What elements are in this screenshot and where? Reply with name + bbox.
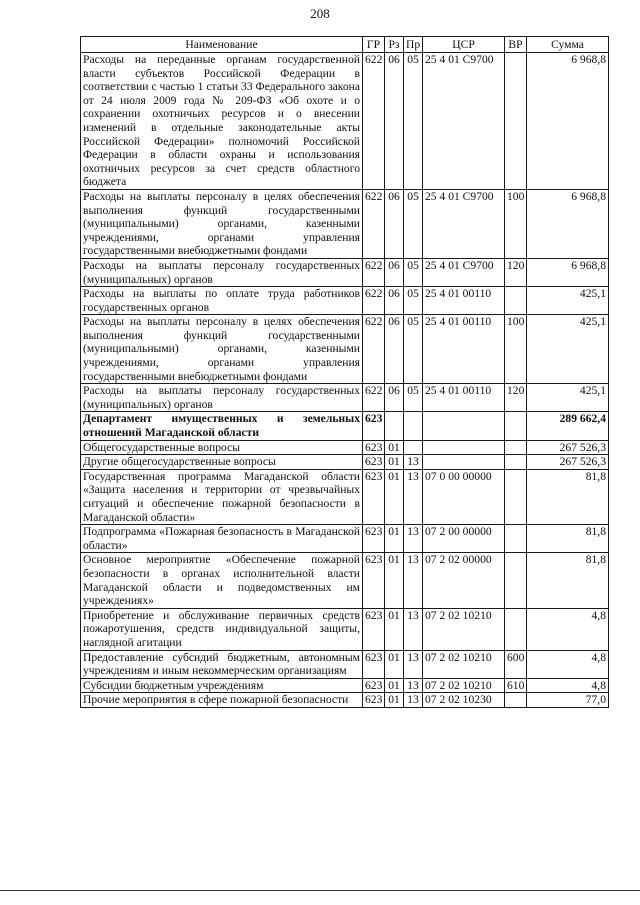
cell-gr: 623 [363, 678, 385, 693]
table-row [81, 384, 609, 412]
cell-gr: 623 [363, 440, 385, 455]
cell-vr: 600 [505, 650, 527, 678]
cell-gr: 622 [363, 287, 385, 315]
table-row [81, 553, 609, 608]
cell-csr: 07 2 02 10230 [423, 693, 505, 708]
cell-pr: 05 [404, 258, 423, 286]
cell-name: Расходы на выплаты персоналу в целях обеспечения выполнения функций государственными (муниципальными) органами, казенными учреждениями, органами управления государственными внебюджетными фондами [81, 189, 363, 258]
cell-name: Основное мероприятие «Обеспечение пожарной безопасности в органах исполнительной власти Магаданской области и подведомственных им учреждениях» [81, 553, 363, 608]
cell-rz: 01 [385, 440, 404, 455]
cell-csr: 07 2 02 10210 [423, 650, 505, 678]
page-number: 208 [310, 6, 330, 21]
header-sum: Сумма [527, 37, 609, 53]
cell-gr: 622 [363, 315, 385, 384]
table-row [81, 525, 609, 553]
cell-pr: 05 [404, 287, 423, 315]
header-gr: ГР [363, 37, 385, 53]
cell-sum: 6 968,8 [527, 189, 609, 258]
cell-csr: 25 4 01 С9700 [423, 53, 505, 190]
table-row [81, 440, 609, 455]
table-row [81, 287, 609, 315]
table-row [81, 53, 609, 190]
cell-pr: 13 [404, 469, 423, 524]
cell-pr: 13 [404, 455, 423, 470]
cell-rz: 01 [385, 455, 404, 470]
cell-sum: 289 662,4 [527, 412, 609, 440]
cell-pr: 05 [404, 53, 423, 190]
cell-gr: 622 [363, 189, 385, 258]
cell-gr: 623 [363, 412, 385, 440]
table-row [81, 469, 609, 524]
cell-name: Расходы на выплаты персоналу в целях обеспечения выполнения функций государственными (муниципальными) органами, казенными учреждениями, органами управления государственными внебюджетными фондами [81, 315, 363, 384]
cell-name: Расходы на выплаты персоналу государственных (муниципальных) органов [81, 384, 363, 412]
cell-pr [404, 440, 423, 455]
table-header-row [81, 37, 609, 53]
cell-rz: 06 [385, 53, 404, 190]
cell-vr [505, 440, 527, 455]
cell-rz: 01 [385, 693, 404, 708]
cell-pr: 05 [404, 315, 423, 384]
cell-vr [505, 53, 527, 190]
cell-name: Расходы на выплаты персоналу государственных (муниципальных) органов [81, 258, 363, 286]
cell-pr: 13 [404, 678, 423, 693]
cell-vr [505, 553, 527, 608]
cell-pr: 05 [404, 189, 423, 258]
cell-gr: 622 [363, 258, 385, 286]
table-body [81, 53, 609, 708]
table-row [81, 189, 609, 258]
cell-csr [423, 412, 505, 440]
cell-csr: 07 2 02 10210 [423, 678, 505, 693]
cell-csr [423, 455, 505, 470]
cell-rz: 01 [385, 608, 404, 650]
cell-sum: 4,8 [527, 608, 609, 650]
cell-csr: 07 2 02 00000 [423, 553, 505, 608]
table-row [81, 455, 609, 470]
cell-csr: 07 2 02 10210 [423, 608, 505, 650]
cell-csr: 25 4 01 00110 [423, 384, 505, 412]
header-pr: Пр [404, 37, 423, 53]
cell-sum: 425,1 [527, 287, 609, 315]
cell-name: Общегосударственные вопросы [81, 440, 363, 455]
cell-rz: 06 [385, 384, 404, 412]
cell-gr: 623 [363, 469, 385, 524]
cell-vr: 120 [505, 258, 527, 286]
cell-rz: 01 [385, 525, 404, 553]
cell-csr: 07 0 00 00000 [423, 469, 505, 524]
cell-sum: 81,8 [527, 525, 609, 553]
cell-name: Расходы на выплаты по оплате труда работников государственных органов [81, 287, 363, 315]
cell-rz: 06 [385, 258, 404, 286]
cell-name: Другие общегосударственные вопросы [81, 455, 363, 470]
cell-vr [505, 608, 527, 650]
cell-sum: 425,1 [527, 384, 609, 412]
budget-table [80, 36, 609, 708]
cell-name: Прочие мероприятия в сфере пожарной безопасности [81, 693, 363, 708]
cell-rz: 01 [385, 678, 404, 693]
cell-pr [404, 412, 423, 440]
cell-sum: 425,1 [527, 315, 609, 384]
cell-gr: 623 [363, 608, 385, 650]
cell-vr [505, 525, 527, 553]
cell-rz: 01 [385, 469, 404, 524]
cell-gr: 623 [363, 693, 385, 708]
cell-gr: 623 [363, 455, 385, 470]
cell-name: Расходы на переданные органам государственной власти субъектов Российской Федерации в соответствии с частью 1 статьи 33 Федерального закона от 24 июля 2009 года № 209-ФЗ «Об охоте и о сохранении охотничьих ресурсов и о внесении изменений в отдельные законодательные акты Российской Федерации» полномочий Российской Федерации в области охраны и использования охотничьих ресурсов за счет средств областного бюджета [81, 53, 363, 190]
cell-rz: 06 [385, 315, 404, 384]
cell-pr: 13 [404, 650, 423, 678]
cell-csr: 07 2 00 00000 [423, 525, 505, 553]
cell-sum: 4,8 [527, 650, 609, 678]
cell-sum: 6 968,8 [527, 258, 609, 286]
cell-name: Приобретение и обслуживание первичных средств пожаротушения, средств индивидуальной защиты, наглядной агитации [81, 608, 363, 650]
cell-csr: 25 4 01 00110 [423, 315, 505, 384]
cell-gr: 622 [363, 384, 385, 412]
cell-sum: 77,0 [527, 693, 609, 708]
cell-name: Подпрограмма «Пожарная безопасность в Магаданской области» [81, 525, 363, 553]
cell-sum: 81,8 [527, 469, 609, 524]
cell-csr: 25 4 01 С9700 [423, 189, 505, 258]
cell-rz: 06 [385, 287, 404, 315]
cell-vr: 610 [505, 678, 527, 693]
cell-csr: 25 4 01 С9700 [423, 258, 505, 286]
cell-sum: 6 968,8 [527, 53, 609, 190]
table-row [81, 678, 609, 693]
cell-name: Государственная программа Магаданской области «Защита населения и территории от чрезвычайных ситуаций и обеспечение пожарной безопасности в Магаданской области» [81, 469, 363, 524]
cell-vr [505, 469, 527, 524]
cell-sum: 267 526,3 [527, 440, 609, 455]
cell-name: Субсидии бюджетным учреждениям [81, 678, 363, 693]
cell-pr: 05 [404, 384, 423, 412]
footer-rule [0, 890, 640, 891]
table-row [81, 315, 609, 384]
cell-vr [505, 693, 527, 708]
cell-pr: 13 [404, 525, 423, 553]
cell-rz: 01 [385, 650, 404, 678]
cell-pr: 13 [404, 608, 423, 650]
cell-gr: 623 [363, 553, 385, 608]
cell-rz: 06 [385, 189, 404, 258]
cell-gr: 622 [363, 53, 385, 190]
cell-rz [385, 412, 404, 440]
cell-vr [505, 455, 527, 470]
header-name: Наименование [81, 37, 363, 53]
cell-sum: 81,8 [527, 553, 609, 608]
cell-gr: 623 [363, 525, 385, 553]
header-csr: ЦСР [423, 37, 505, 53]
cell-sum: 267 526,3 [527, 455, 609, 470]
cell-csr [423, 440, 505, 455]
cell-csr: 25 4 01 00110 [423, 287, 505, 315]
header-rz: Рз [385, 37, 404, 53]
cell-sum: 4,8 [527, 678, 609, 693]
cell-pr: 13 [404, 553, 423, 608]
table-row [81, 258, 609, 286]
cell-gr: 623 [363, 650, 385, 678]
cell-name: Предоставление субсидий бюджетным, автономным учреждениям и иным некоммерческим организациям [81, 650, 363, 678]
table-row [81, 650, 609, 678]
table-row [81, 608, 609, 650]
table-row [81, 412, 609, 440]
cell-rz: 01 [385, 553, 404, 608]
cell-vr: 120 [505, 384, 527, 412]
table-row [81, 693, 609, 708]
cell-name: Департамент имущественных и земельных отношений Магаданской области [81, 412, 363, 440]
cell-vr [505, 287, 527, 315]
cell-vr: 100 [505, 189, 527, 258]
header-vr: ВР [505, 37, 527, 53]
cell-vr [505, 412, 527, 440]
cell-vr: 100 [505, 315, 527, 384]
cell-pr: 13 [404, 693, 423, 708]
